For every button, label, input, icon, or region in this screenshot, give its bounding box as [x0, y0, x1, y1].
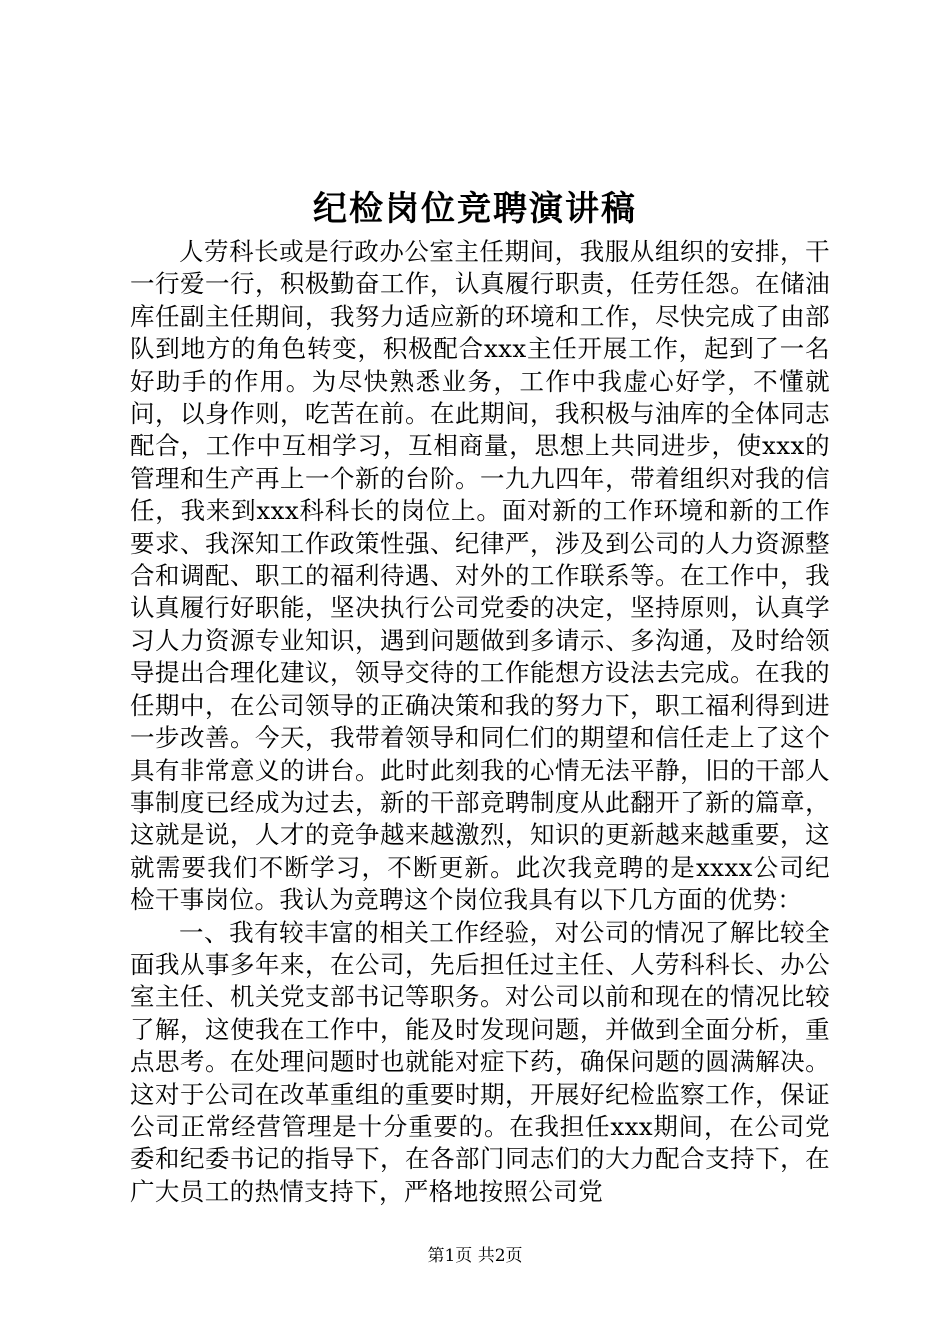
document-title: 纪检岗位竞聘演讲稿: [313, 189, 637, 229]
page-number-footer: 第1页 共2页: [427, 1246, 523, 1266]
document-body: [130, 236, 830, 1208]
paragraph-1: 人劳科长或是行政办公室主任期间，我服从组织的安排，干一行爱一行，积极勤奋工作，认真履行职责，任劳任怨。在储油库任副主任期间，我努力适应新的环境和工作，尽快完成了由部队到地方的角色转变，积极配合xxx主任开展工作，起到了一名好助手的作用。为尽快熟悉业务，工作中我虚心好学，不懂就问，以身作则，吃苦在前。在此期间，我积极与油库的全体同志配合，工作中互相学习，互相商量，思想上共同进步，使xxx的管理和生产再上一个新的台阶。一九九四年，带着组织对我的信任，我来到xxx科科长的岗位上。面对新的工作环境和新的工作要求、我深知工作政策性强、纪律严，涉及到公司的人力资源整合和调配、职工的福利待遇、对外的工作联系等。在工作中，我认真履行好职能，坚决执行公司党委的决定，坚持原则，认真学习人力资源专业知识，遇到问题做到多请示、多沟通，及时给领导提出合理化建议，领导交待的工作能想方设法去完成。在我的任期中，在公司领导的正确决策和我的努力下，职工福利得到进一步改善。今天，我带着领导和同仁们的期望和信任走上了这个具有非常意义的讲台。此时此刻我的心情无法平静，旧的干部人事制度已经成为过去，新的干部竞聘制度从此翻开了新的篇章，这就是说，人才的竞争越来越激烈，知识的更新越来越重要，这就需要我们不断学习，不断更新。此次我竞聘的是xxxx公司纪检干事岗位。我认为竞聘这个岗位我具有以下几方面的优势：: [130, 237, 830, 915]
paragraph-2: 一、我有较丰富的相关工作经验，对公司的情况了解比较全面我从事多年来，在公司，先后担任过主任、人劳科科长、办公室主任、机关党支部书记等职务。对公司以前和现在的情况比较了解，这使我在工作中，能及时发现问题，并做到全面分析，重点思考。在处理问题时也就能对症下药，确保问题的圆满解决。这对于公司在改革重组的重要时期，开展好纪检监察工作，保证公司正常经营管理是十分重要的。在我担任xxx期间，在公司党委和纪委书记的指导下，在各部门同志们的大力配合支持下，在广大员工的热情支持下，严格地按照公司党: [130, 917, 830, 1206]
